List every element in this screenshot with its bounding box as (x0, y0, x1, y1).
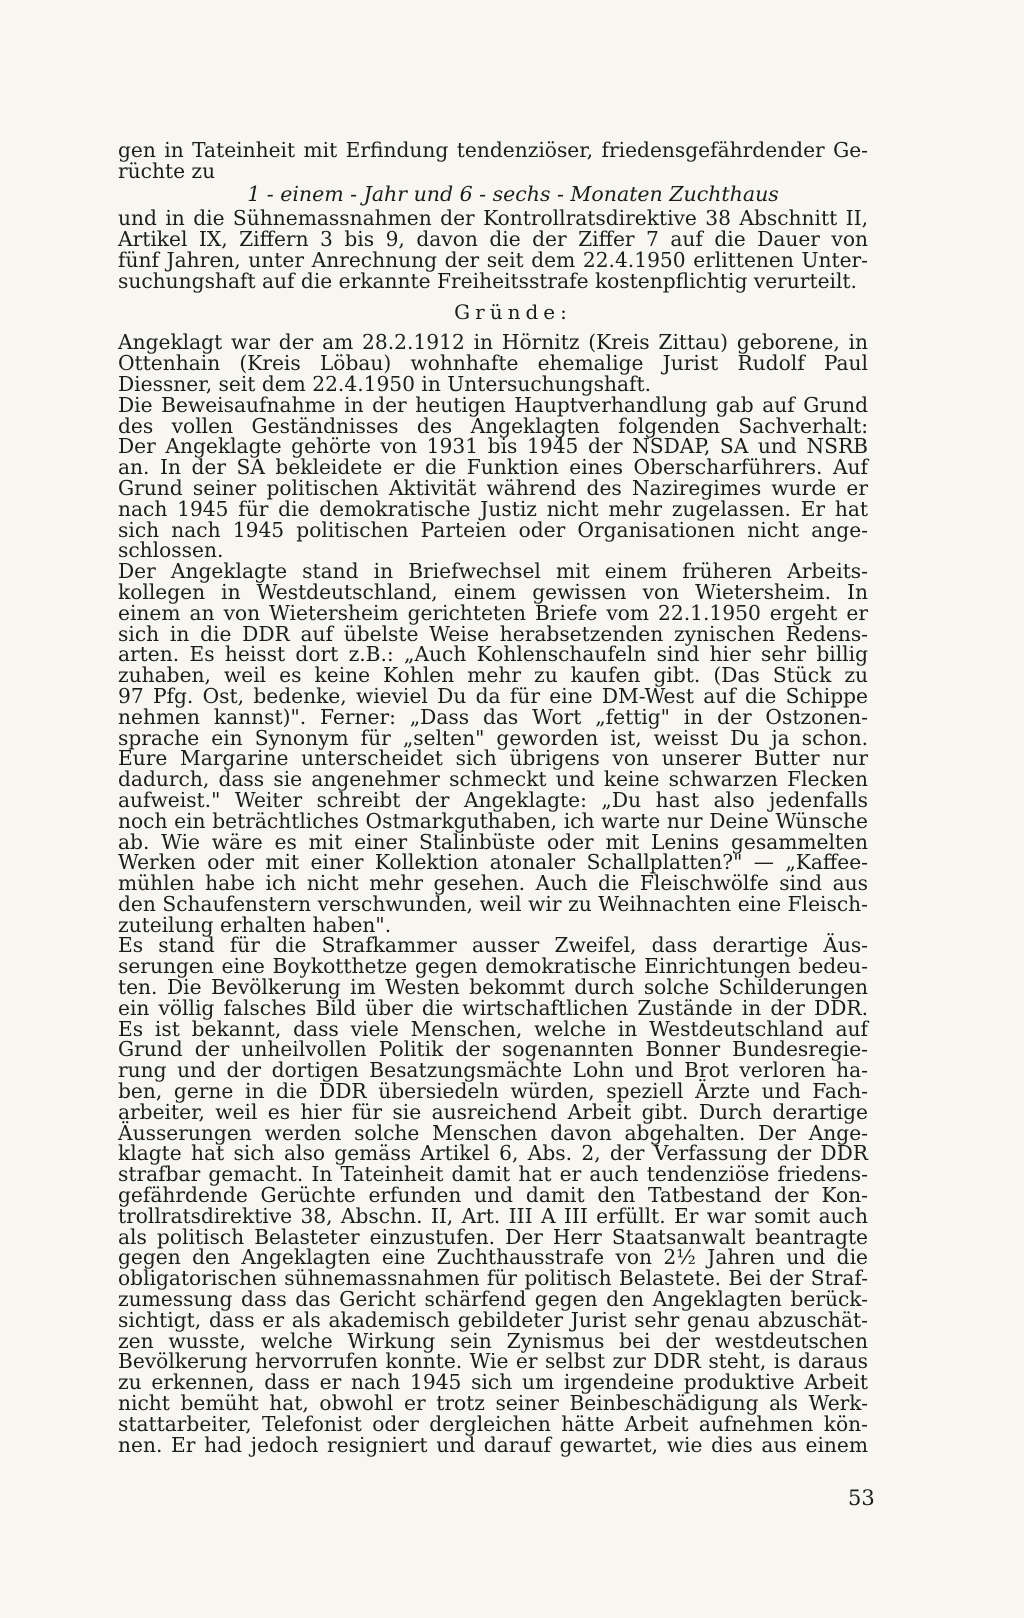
text-line: mühlen habe ich nicht mehr gesehen. Auch die Fleischwölfe sind aus (118, 871, 868, 896)
text-line: ben, gerne in die DDR übersiedeln würden, speziell Ärzte und Fach- (118, 1079, 868, 1104)
text-line: serungen eine Boykotthetze gegen demokratische Einrichtungen bedeu- (118, 954, 868, 979)
text-line: nach 1945 für die demokratische Justiz nicht mehr zugelassen. Er hat (118, 496, 868, 521)
text-line: sichtigt, dass er als akademisch gebildeter Jurist sehr genau abzuschät- (118, 1307, 868, 1332)
text-line: Grund seiner politischen Aktivität während des Naziregimes wurde er (118, 475, 868, 500)
text-line: stattarbeiter, Telefonist oder dergleichen hätte Arbeit aufnehmen kön- (118, 1411, 868, 1436)
text-line: ab. Wie wäre es mit einer Stalinbüste oder mit Lenins gesammelten (118, 829, 868, 854)
text-line: arten. Es heisst dort z.B.: „Auch Kohlenschaufeln sind hier sehr billig (118, 642, 868, 667)
text-line: zen wusste, welche Wirkung sein Zynismus bei der westdeutschen (118, 1328, 868, 1353)
text-line: an. In der SA bekleidete er die Funktion eines Oberscharführers. Auf (118, 455, 868, 480)
text-line: aufweist." Weiter schreibt der Angeklagte: „Du hast also jedenfalls (118, 787, 868, 812)
text-line: Werken oder mit einer Kollektion atonaler Schallplatten?" — „Kaffee- (118, 850, 868, 875)
sentence-tail-paragraph (118, 208, 868, 291)
text-line: Bevölkerung hervorrufen konnte. Wie er selbst zur DDR steht, is daraus (118, 1349, 868, 1374)
text-line: zuhaben, weil es keine Kohlen mehr zu kaufen gibt. (Das Stück zu (118, 663, 868, 688)
text-line: als politisch Belasteter einzustufen. Der Herr Staatsanwalt beantragte (118, 1224, 868, 1249)
body-text (118, 332, 868, 1455)
text-line: des vollen Geständnisses des Angeklagten folgenden Sachverhalt: (118, 413, 868, 438)
text-line: Es ist bekannt, dass viele Menschen, welche in Westdeutschland auf (118, 1016, 868, 1041)
text-line: sich nach 1945 politischen Parteien oder Organisationen nicht ange- (118, 517, 868, 542)
text-line: ten. Die Bevölkerung im Westen bekommt durch solche Schilderungen (118, 975, 868, 1000)
text-line: gen in Tateinheit mit Erfindung tendenziöser, friedensgefährdender Ge- (118, 138, 868, 162)
text-line: sprache ein Synonym für „selten" geworden ist, weisst Du ja schon. (118, 725, 868, 750)
text-line: Der Angeklagte gehörte von 1931 bis 1945 der NSDAP, SA und NSRB (118, 434, 868, 459)
text-line: 97 Pfg. Ost, bedenke, wieviel Du da für eine DM-West auf die Schippe (118, 683, 868, 708)
text-line: zuteilung erhalten haben". (118, 912, 392, 937)
document-page (118, 140, 868, 1560)
text-line: arbeiter, weil es hier für sie ausreichend Arbeit gibt. Durch derartige (118, 1099, 868, 1124)
text-line: gefährdende Gerüchte erfunden und damit den Tatbestand der Kon- (118, 1183, 868, 1208)
text-line: Angeklagt war der am 28.2.1912 in Hörnitz (Kreis Zittau) geborene, in (118, 330, 868, 355)
intro-paragraph (118, 140, 868, 182)
text-line: schlossen. (118, 538, 224, 563)
text-line: und in die Sühnemassnahmen der Kontrollratsdirektive 38 Abschnitt II, (118, 206, 868, 231)
text-line: den Schaufenstern verschwunden, weil wir zu Weihnachten eine Fleisch- (118, 891, 868, 916)
text-line: ein völlig falsches Bild über die wirtschaftlichen Zustände in der DDR. (118, 995, 868, 1020)
text-line: rung und der dortigen Besatzungsmächte Lohn und Brot verloren ha- (118, 1058, 868, 1083)
text-line: Es stand für die Strafkammer ausser Zweifel, dass derartige Äus- (118, 933, 868, 958)
text-line: Diessner, seit dem 22.4.1950 in Untersuchungshaft. (118, 371, 651, 396)
text-line: kollegen in Westdeutschland, einem gewissen von Wietersheim. In (118, 579, 868, 604)
text-line: strafbar gemacht. In Tateinheit damit hat er auch tendenziöse friedens- (118, 1162, 868, 1187)
text-line: zumessung dass das Gericht schärfend gegen den Angeklagten berück- (118, 1287, 868, 1312)
text-line: Eure Margarine unterscheidet sich übrigens von unserer Butter nur (118, 746, 868, 771)
text-line: Artikel IX, Ziffern 3 bis 9, davon die der Ziffer 7 auf die Dauer von (118, 227, 868, 252)
text-line: sich in die DDR auf übelste Weise herabsetzenden zynischen Redens- (118, 621, 868, 646)
sentence-line: 1 - einem - Jahr und 6 - sechs - Monaten Zuchthaus (247, 181, 779, 206)
text-line: dadurch, dass sie angenehmer schmeckt und keine schwarzen Flecken (118, 767, 868, 792)
text-line: nen. Er had jedoch resigniert und darauf gewartet, wie dies aus einem (118, 1432, 868, 1457)
text-line: trollratsdirektive 38, Abschn. II, Art. III A III erfüllt. Er war somit auch (118, 1203, 868, 1228)
text-line: nicht bemüht hat, obwohl er trotz seiner Beinbeschädigung als Werk- (118, 1391, 868, 1416)
text-line: rüchte zu (118, 158, 216, 183)
text-line: Grund der unheilvollen Politik der sogenannten Bonner Bundesregie- (118, 1037, 868, 1062)
text-line: zu erkennen, dass er nach 1945 sich um irgendeine produktive Arbeit (118, 1370, 868, 1395)
text-line: Die Beweisaufnahme in der heutigen Hauptverhandlung gab auf Grund (118, 392, 868, 417)
section-heading: Gründe: (454, 299, 572, 324)
text-line: obligatorischen sühnemassnahmen für politisch Belastete. Bei der Straf- (118, 1266, 868, 1291)
text-line: klagte hat sich also gemäss Artikel 6, Abs. 2, der Verfassung der DDR (118, 1141, 868, 1166)
text-line: Äusserungen werden solche Menschen davon abgehalten. Der Ange- (118, 1120, 868, 1145)
text-line: Der Angeklagte stand in Briefwechsel mit einem früheren Arbeits- (118, 559, 868, 584)
text-line: einem an von Wietersheim gerichteten Briefe vom 22.1.1950 ergeht er (118, 600, 868, 625)
text-line: gegen den Angeklagten eine Zuchthausstrafe von 2½ Jahren und die (118, 1245, 868, 1270)
text-line: suchungshaft auf die erkannte Freiheitsstrafe kostenpflichtig verurteilt. (118, 268, 857, 293)
text-line: noch ein beträchtliches Ostmarkguthaben, ich warte nur Deine Wünsche (118, 808, 868, 833)
text-line: nehmen kannst)". Ferner: „Dass das Wort „fettig" in der Ostzonen- (118, 704, 868, 729)
text-line: Ottenhain (Kreis Löbau) wohnhafte ehemalige Jurist Rudolf Paul (118, 351, 868, 376)
text-line: fünf Jahren, unter Anrechnung der seit dem 22.4.1950 erlittenen Unter- (118, 247, 868, 272)
page-number: 53 (848, 1486, 875, 1510)
